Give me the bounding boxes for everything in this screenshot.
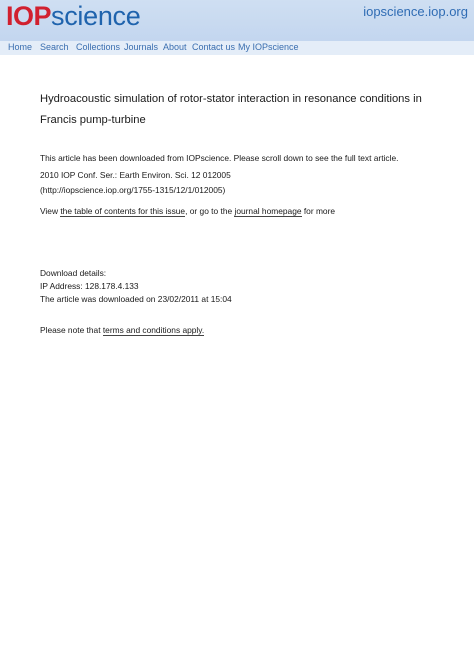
view-prefix: View (40, 206, 61, 216)
download-details-heading: Download details: (40, 268, 107, 278)
iopscience-logo[interactable] (6, 3, 140, 30)
journal-homepage-link[interactable]: journal homepage (234, 206, 302, 216)
terms-line (40, 325, 204, 335)
nav-my-iopscience[interactable]: My IOPscience (238, 42, 299, 52)
terms-prefix: Please note that (40, 325, 103, 335)
toc-link[interactable]: the table of contents for this issue (60, 206, 186, 216)
nav-bar (0, 41, 474, 55)
article-title: Hydroacoustic simulation of rotor-stator interaction in resonance conditions in Francis pump-turbine (40, 93, 422, 126)
download-note: This article has been downloaded from IOPscience. Please scroll down to see the full text article. (40, 153, 399, 163)
view-links-line (40, 206, 335, 216)
logo-science-text: science (51, 1, 141, 31)
terms-link[interactable]: terms and conditions apply. (102, 325, 205, 335)
nav-collections[interactable]: Collections (76, 42, 121, 52)
view-suffix: for more (301, 206, 336, 216)
nav-search[interactable]: Search (40, 42, 69, 52)
ip-address: IP Address: 128.178.4.133 (40, 281, 139, 291)
site-url-link[interactable]: iopscience.iop.org (363, 4, 468, 19)
logo-iop-text: IOP (6, 1, 52, 31)
nav-journals[interactable]: Journals (124, 42, 159, 52)
citation: 2010 IOP Conf. Ser.: Earth Environ. Sci. 12 012005 (40, 170, 231, 180)
doi-url: (http://iopscience.iop.org/1755-1315/12/1/012005) (40, 185, 226, 195)
download-date: The article was downloaded on 23/02/2011 at 15:04 (40, 294, 232, 304)
nav-contact-us[interactable]: Contact us (192, 42, 236, 52)
view-middle: , or go to the (185, 206, 235, 216)
nav-home[interactable]: Home (8, 42, 33, 52)
site-header (0, 0, 474, 41)
nav-about[interactable]: About (163, 42, 187, 52)
